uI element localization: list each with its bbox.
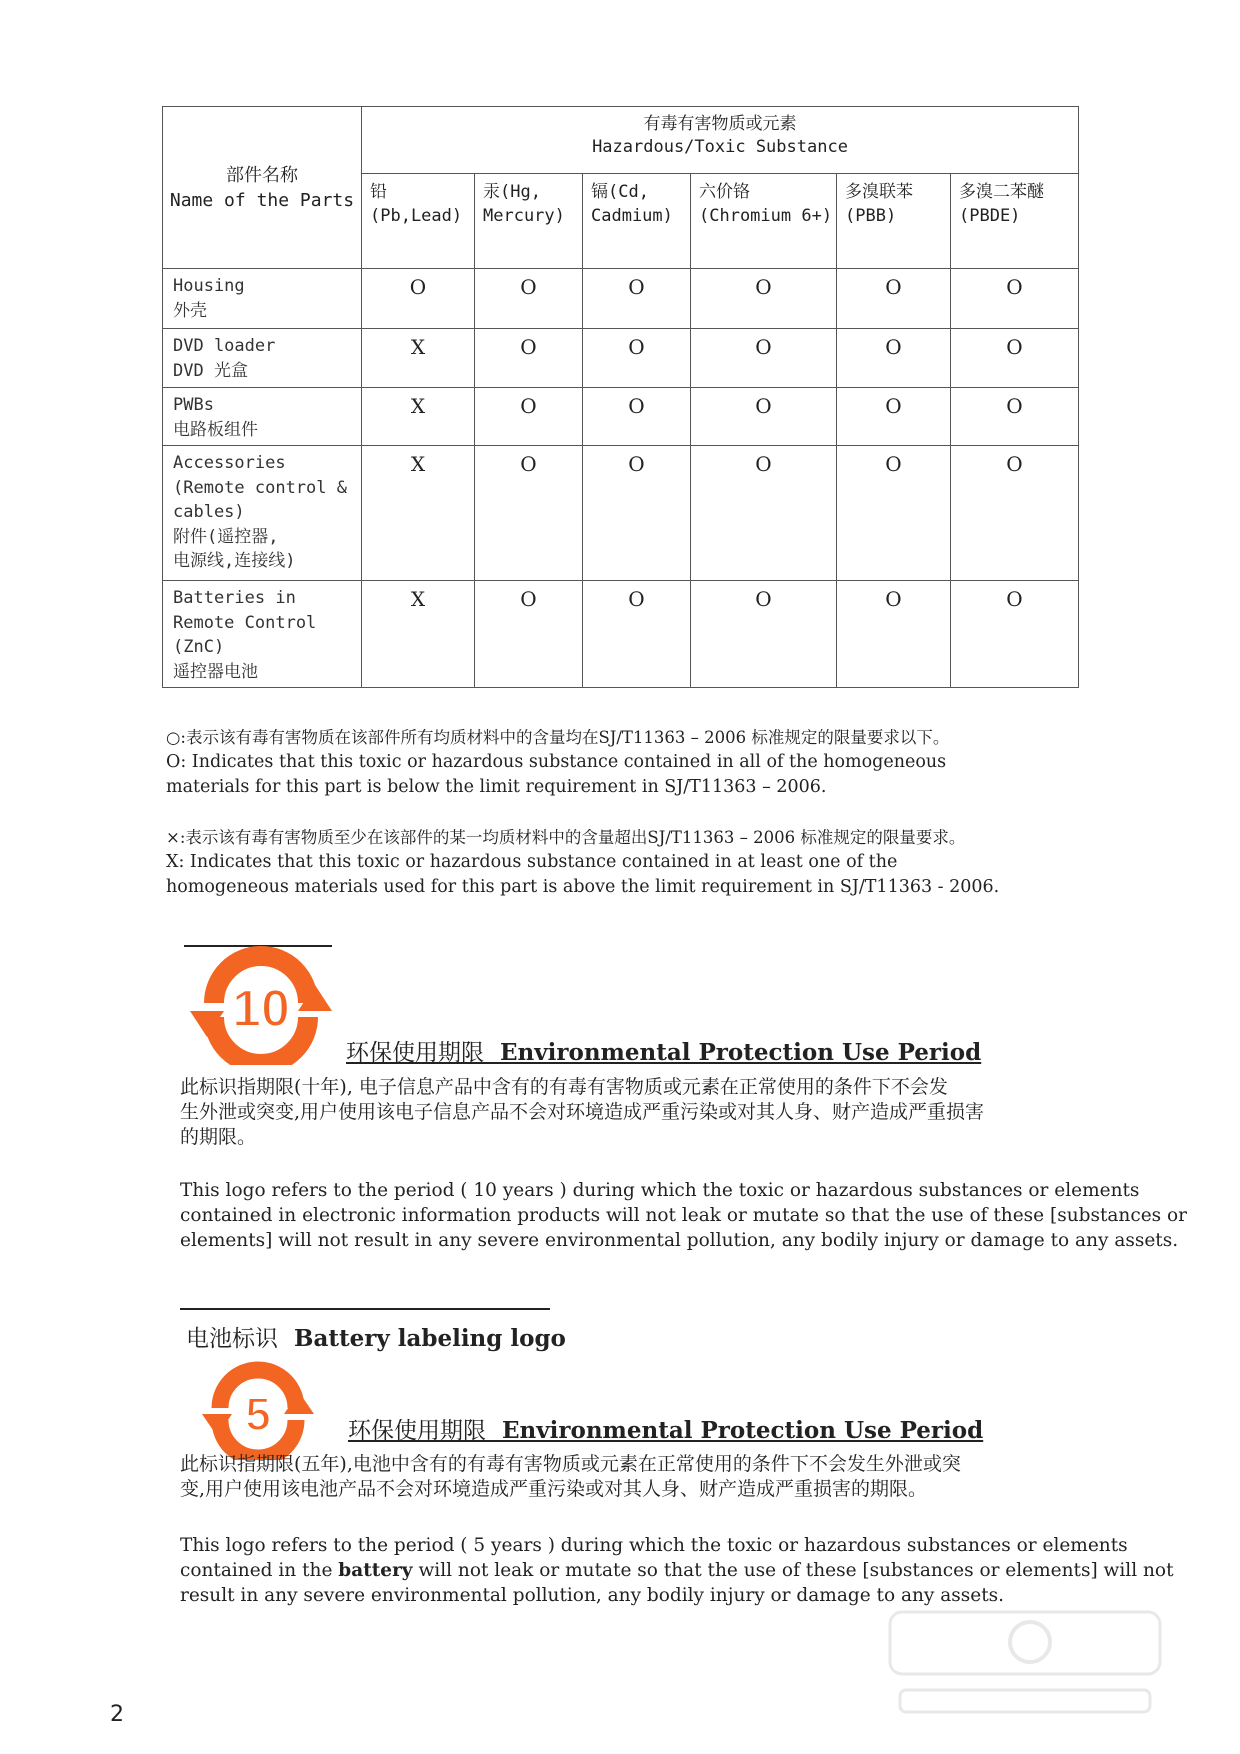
substance-mark-cell: O (837, 581, 951, 688)
table-row (163, 388, 1079, 446)
hazardous-substance-table (162, 106, 1079, 688)
column-header-chromium: 六价铬 (Chromium 6+) (691, 174, 837, 269)
column-header-pbb: 多溴联苯 (PBB) (837, 174, 951, 269)
note-x-en-2: homogeneous materials used for this part is above the limit requirement in SJ/T11363 - 2006. (166, 877, 1000, 897)
column-header-pbde: 多溴二苯醚 (PBDE) (951, 174, 1079, 269)
substance-mark-cell: O (837, 329, 951, 388)
epup-10-zh-line-1: 此标识指期限(十年), 电子信息产品中含有的有毒有害物质或元素在正常使用的条件下不会发 (180, 1076, 948, 1098)
part-name-line: Housing (173, 276, 245, 296)
column-header-mercury: 汞(Hg, Mercury) (475, 174, 583, 269)
epup-10-en-line-2: contained in electronic information products will not leak or mutate so that the use of these [substances or (180, 1205, 1188, 1226)
part-name-line: (Remote control & (173, 477, 347, 498)
battery-epup-5-logo (198, 1360, 318, 1460)
table-row (163, 446, 1079, 581)
substance-mark-cell: O (951, 388, 1079, 446)
substance-mark-cell: O (475, 269, 583, 329)
substance-mark-cell: O (583, 269, 691, 329)
battery-en-line-3: result in any severe environmental pollution, any bodily injury or damage to any assets. (180, 1585, 1005, 1606)
note-x-en-1: X: Indicates that this toxic or hazardous substance contained in at least one of the (166, 852, 898, 872)
note-o-en-2: materials for this part is below the limit requirement in SJ/T11363 – 2006. (166, 777, 827, 797)
part-name-cell (163, 329, 362, 388)
epup-10-en-line-3: elements] will not result in any severe environmental pollution, any bodily injury or damage to any assets. (180, 1230, 1179, 1251)
part-name-line: Accessories (173, 453, 286, 473)
battery-en-line-1: This logo refers to the period ( 5 years ) during which the toxic or hazardous substances or elements (180, 1535, 1128, 1556)
table-row (163, 581, 1079, 688)
table-body (163, 269, 1079, 688)
substance-mark-cell: X (362, 581, 475, 688)
column-header-lead: 铅 (Pb,Lead) (362, 174, 475, 269)
substance-mark-cell: O (837, 388, 951, 446)
part-name-line: Remote Control (173, 612, 317, 633)
substance-mark-cell: X (362, 329, 475, 388)
table-row (163, 269, 1079, 329)
epup-10-logo (186, 945, 336, 1065)
epup-10-zh-line-3: 的期限。 (180, 1126, 257, 1148)
epup-10-zh-line-2: 生外泄或突变,用户使用该电子信息产品不会对环境造成严重污染或对其人身、财产造成严重损害 (180, 1101, 985, 1123)
part-name-line: DVD 光盒 (173, 360, 248, 381)
baidu-watermark-logo (880, 1600, 1180, 1730)
epup-10-heading: 环保使用期限 Environmental Protection Use Period (346, 1039, 982, 1066)
substance-mark-cell: X (362, 388, 475, 446)
substance-mark-cell: O (583, 388, 691, 446)
substance-mark-cell: O (691, 581, 837, 688)
part-name-cell (163, 581, 362, 688)
part-name-line: 附件(遥控器, (173, 526, 279, 547)
substance-mark-cell: X (362, 446, 475, 581)
substance-mark-cell: O (837, 446, 951, 581)
part-name-cell (163, 446, 362, 581)
battery-zh-line-2: 变,用户使用该电池产品不会对环境造成严重污染或对其人身、财产造成严重损害的期限。 (180, 1478, 928, 1500)
substance-mark-cell: O (475, 329, 583, 388)
battery-epup-heading: 环保使用期限 Environmental Protection Use Period (348, 1417, 984, 1444)
logo-number: 10 (232, 980, 290, 1038)
substance-mark-cell: O (951, 329, 1079, 388)
substance-mark-cell: O (691, 269, 837, 329)
substance-mark-cell: O (691, 446, 837, 581)
part-name-line: 电源线,连接线) (173, 551, 296, 571)
substance-mark-cell: O (475, 446, 583, 581)
battery-title: 电池标识 Battery labeling logo (186, 1325, 566, 1352)
part-name-cell (163, 269, 362, 329)
substance-mark-cell: O (475, 388, 583, 446)
note-o-en-1: O: Indicates that this toxic or hazardous substance contained in all of the homogeneous (166, 752, 947, 772)
substance-mark-cell: O (583, 329, 691, 388)
substance-mark-cell: O (583, 446, 691, 581)
part-name-line: 外壳 (173, 300, 207, 321)
epup-10-en-line-1: This logo refers to the period ( 10 years ) during which the toxic or hazardous substances or elements (180, 1180, 1140, 1201)
battery-logo-number: 5 (245, 1388, 271, 1440)
part-name-header: 部件名称 Name of the Parts (163, 107, 362, 269)
substance-mark-cell: O (951, 269, 1079, 329)
part-name-line: DVD loader (173, 336, 276, 356)
note-o-zh: ○:表示该有毒有害物质在该部件所有均质材料中的含量均在SJ/T11363 – 2006 标准规定的限量要求以下。 (166, 728, 950, 747)
part-name-line: PWBs (173, 395, 214, 415)
battery-zh-line-1: 此标识指期限(五年),电池中含有的有毒有害物质或元素在正常使用的条件下不会发生外泄或突 (180, 1453, 961, 1475)
part-name-line: 电路板组件 (173, 419, 258, 440)
battery-en-line-2: contained in the battery will not leak or mutate so that the use of these [substances or elements] will not (180, 1560, 1174, 1581)
battery-divider (180, 1308, 550, 1310)
part-name-line: (ZnC) (173, 637, 225, 657)
page-number: 2 (110, 1702, 124, 1727)
note-x-zh: ×:表示该有毒有害物质至少在该部件的某一均质材料中的含量超出SJ/T11363 – 2006 标准规定的限量要求。 (166, 828, 966, 847)
part-name-line: Batteries in (173, 588, 296, 608)
substance-mark-cell: O (583, 581, 691, 688)
part-name-line: cables) (173, 502, 245, 522)
substance-mark-cell: O (951, 446, 1079, 581)
table-row (163, 329, 1079, 388)
part-name-line: 遥控器电池 (173, 661, 258, 682)
substance-mark-cell: O (691, 329, 837, 388)
column-header-cadmium: 镉(Cd, Cadmium) (583, 174, 691, 269)
substance-header: 有毒有害物质或元素 Hazardous/Toxic Substance (362, 107, 1079, 174)
substance-mark-cell: O (951, 581, 1079, 688)
substance-mark-cell: O (362, 269, 475, 329)
part-name-cell (163, 388, 362, 446)
substance-mark-cell: O (475, 581, 583, 688)
substance-mark-cell: O (691, 388, 837, 446)
substance-mark-cell: O (837, 269, 951, 329)
